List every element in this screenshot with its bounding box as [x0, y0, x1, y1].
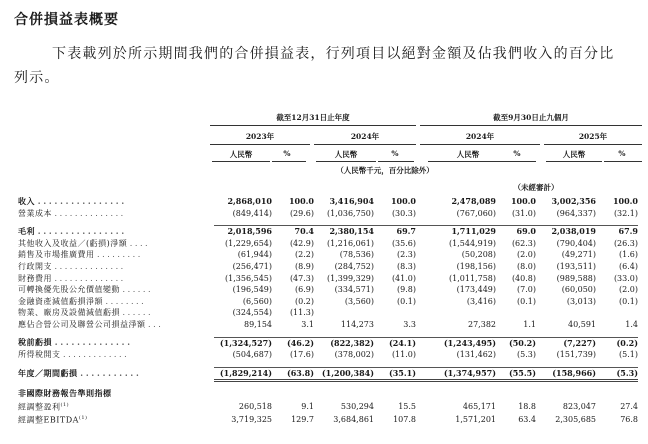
row-label [8, 238, 214, 250]
row-label-text: 收入 [18, 196, 35, 206]
amount-cell: (151,739) [556, 350, 596, 360]
row-label-text: 經調整盈利 [18, 402, 61, 412]
col-rmb-3: 人民幣 [456, 150, 480, 159]
percent-cell: (1.6) [619, 250, 638, 260]
rule-rmb-1 [212, 161, 270, 162]
footnote-marker: (1) [60, 401, 70, 408]
percent-cell: (6.4) [619, 261, 638, 271]
percent-cell: (31.0) [511, 208, 536, 218]
amount-cell: (7,227) [536, 337, 596, 349]
percent-cell: 15.5 [398, 401, 416, 411]
rule-2024n [420, 144, 540, 145]
percent-cell: (29.6) [289, 208, 314, 218]
amount-cell: 3,002,356 [551, 196, 596, 206]
row-label-text: 行政開支 [18, 261, 52, 271]
rule-pct-2 [378, 161, 414, 162]
percent-cell: (7.0) [517, 285, 536, 295]
percent-cell: (32.1) [613, 208, 638, 218]
table-row [8, 337, 638, 349]
leader-dots: . . . [145, 319, 161, 329]
amount-cell: (1,399,329) [327, 273, 374, 283]
percent-cell: (41.0) [391, 273, 416, 283]
amount-cell: (324,554) [232, 308, 272, 318]
amount-cell: (6,560) [242, 296, 272, 306]
amount-cell: (1,036,750) [327, 208, 374, 218]
percent-cell: 9.1 [301, 401, 314, 411]
amount-cell: (3,560) [344, 296, 374, 306]
percent-cell: (5.3) [596, 367, 638, 381]
table-row [8, 296, 638, 308]
row-label-text: 應佔合營公司及聯營公司損益淨額 [18, 319, 146, 329]
row-label-text: 財務費用 [18, 273, 52, 283]
rule-2024a [314, 144, 416, 145]
rule-annual [210, 125, 416, 126]
amount-cell: 823,047 [562, 401, 596, 411]
row-label [8, 337, 214, 349]
percent-cell: 129.7 [291, 414, 314, 424]
percent-cell: (50.2) [496, 337, 536, 349]
amount-cell: 1,711,029 [416, 226, 496, 238]
rule-rmb-3 [428, 161, 508, 162]
amount-cell: (767,060) [456, 208, 496, 218]
leader-dots: . . . . . . [120, 285, 151, 295]
non-ifrs-title-row [8, 388, 638, 400]
amount-cell: (256,471) [232, 261, 272, 271]
rule-pct-3 [500, 161, 536, 162]
intro-paragraph [14, 42, 636, 90]
table-row [8, 196, 638, 208]
unaudited-note: （未經審計） [513, 183, 559, 192]
rule-pct-4 [604, 161, 642, 162]
table-row [8, 367, 638, 381]
rule-rmb-2 [316, 161, 376, 162]
table-row [8, 319, 638, 331]
amount-cell: (1,374,957) [416, 367, 496, 381]
table-row [8, 413, 638, 426]
amount-cell: 2,305,685 [555, 414, 596, 424]
non-ifrs-title: 非國際財務報告準則指標 [18, 388, 112, 399]
table-row [8, 273, 638, 285]
amount-cell: 27,382 [468, 319, 496, 329]
amount-cell: 260,518 [238, 401, 272, 411]
leader-dots: . . . . . . . . . . . . . . [52, 261, 124, 271]
amount-cell: (193,511) [556, 261, 596, 271]
amount-cell: (284,752) [334, 261, 374, 271]
intro-line-1: 下表載列於所示期間我們的合併損益表，行列項目以絕對金額及佔我們收入的百分比 [52, 46, 615, 62]
percent-cell: 1.1 [523, 319, 536, 329]
percent-cell: (5.1) [619, 350, 638, 360]
percent-cell: (8.3) [397, 261, 416, 271]
spacer-row [8, 381, 638, 389]
row-label [8, 307, 214, 319]
amount-cell: (1,229,654) [225, 238, 272, 248]
rule-rmb-4 [546, 161, 602, 162]
table-row [8, 226, 638, 238]
percent-cell: (55.5) [496, 367, 536, 381]
percent-cell: (2.0) [619, 285, 638, 295]
amount-cell: (378,002) [334, 350, 374, 360]
amount-cell: (334,571) [334, 285, 374, 295]
amount-cell: (3,416) [466, 296, 496, 306]
amount-cell: 114,273 [340, 319, 374, 329]
amount-cell: (61,944) [237, 250, 272, 260]
leader-dots: . . . . . . . . . . . . . [60, 350, 127, 360]
percent-cell: (5.3) [517, 350, 536, 360]
percent-cell: (8.9) [295, 261, 314, 271]
amount-cell: (173,449) [456, 285, 496, 295]
intro-line-2: 列示。 [14, 70, 60, 86]
amount-cell: (822,382) [314, 337, 374, 349]
row-label [8, 249, 214, 261]
percent-cell: (11.0) [391, 350, 416, 360]
table-row [8, 208, 638, 220]
row-label [8, 349, 214, 361]
amount-cell: (1,216,061) [327, 238, 374, 248]
leader-dots: . . . . . . . . [103, 296, 144, 306]
percent-cell: 69.0 [496, 226, 536, 238]
col-rmb-2: 人民幣 [334, 150, 358, 159]
year-2024-nine: 2024年 [465, 132, 495, 141]
percent-cell: (0.1) [517, 296, 536, 306]
col-rmb-4: 人民幣 [562, 150, 586, 159]
amount-cell: 3,719,325 [231, 414, 272, 424]
income-statement-body [8, 196, 638, 426]
row-label-text: 物業、廠房及設備減值虧損 [18, 308, 120, 318]
amount-cell: 1,571,201 [455, 414, 496, 424]
rule-2023 [210, 144, 310, 145]
table-row [8, 349, 638, 361]
amount-cell: (1,829,214) [214, 367, 272, 381]
amount-cell: 40,591 [568, 319, 596, 329]
percent-cell: (0.1) [619, 296, 638, 306]
rule-2025n [544, 144, 642, 145]
row-label-text: 所得稅開支 [18, 350, 61, 360]
leader-dots: . . . . . . . . . . . . . . [52, 273, 124, 283]
percent-cell: (9.8) [397, 285, 416, 295]
percent-cell: (47.3) [289, 273, 314, 283]
row-label-text: 年度／期間虧損 [18, 368, 78, 379]
amount-cell: (196,549) [232, 285, 272, 295]
col-pct-3: % [513, 149, 521, 158]
percent-cell: (17.6) [289, 350, 314, 360]
amount-cell: (1,356,545) [225, 273, 272, 283]
amount-cell: (1,011,758) [449, 273, 496, 283]
year-2024-annual: 2024年 [350, 132, 380, 141]
percent-cell: 100.0 [612, 196, 638, 206]
row-label [8, 226, 214, 238]
footnote-marker: (1) [78, 415, 88, 422]
leader-dots: . . . . . . . . . . . . . . . . [35, 225, 125, 236]
amount-cell: (198,156) [456, 261, 496, 271]
percent-cell: 3.3 [403, 319, 416, 329]
percent-cell: (2.2) [295, 250, 314, 260]
percent-cell: (63.8) [272, 367, 314, 381]
rule-nine-months [420, 125, 642, 126]
row-label [8, 367, 214, 381]
percent-cell: 107.8 [393, 414, 416, 424]
percent-cell: (8.0) [517, 261, 536, 271]
row-label [8, 208, 214, 220]
amount-cell: (1,324,527) [214, 337, 272, 349]
year-2023: 2023年 [245, 132, 275, 141]
amount-cell: (158,966) [536, 367, 596, 381]
table-row [8, 261, 638, 273]
percent-cell: 69.7 [374, 226, 416, 238]
percent-cell: (33.0) [613, 273, 638, 283]
amount-cell: 89,154 [244, 319, 272, 329]
year-2025-nine: 2025年 [578, 132, 608, 141]
percent-cell: 63.4 [518, 414, 536, 424]
amount-cell: 530,294 [340, 401, 374, 411]
percent-cell: (42.9) [289, 238, 314, 248]
col-pct-1: % [283, 149, 291, 158]
amount-cell: (50,208) [461, 250, 496, 260]
group-header-annual: 截至12月31日止年度 [276, 113, 350, 122]
leader-dots: . . . . [127, 238, 148, 248]
amount-cell: (60,050) [561, 285, 596, 295]
percent-cell: (30.3) [391, 208, 416, 218]
row-label-text: 其他收入及收益／(虧損)淨額 [18, 238, 128, 248]
row-label-text: 經調整EBITDA [18, 415, 79, 425]
percent-cell: 100.0 [510, 196, 536, 206]
row-label-text: 可轉換優先股公允價值變動 [18, 285, 120, 295]
row-label-text: 毛利 [18, 225, 35, 236]
percent-cell: 67.9 [596, 226, 638, 238]
amount-cell: (1,200,384) [314, 367, 374, 381]
percent-cell: (35.6) [391, 238, 416, 248]
col-pct-2: % [391, 149, 399, 158]
amount-cell: (964,337) [556, 208, 596, 218]
percent-cell: (26.3) [613, 238, 638, 248]
amount-cell: (131,462) [456, 350, 496, 360]
percent-cell: (46.2) [272, 337, 314, 349]
row-label-text: 銷售及市場推廣費用 [18, 250, 95, 260]
amount-cell: 2,018,596 [214, 226, 272, 238]
row-label [8, 284, 214, 296]
percent-cell: (62.3) [511, 238, 536, 248]
amount-cell [416, 307, 496, 319]
amount-cell: 2,868,010 [227, 196, 272, 206]
section-heading: 合併損益表概要 [14, 12, 119, 28]
row-label [8, 319, 214, 331]
percent-cell: (11.3) [289, 308, 314, 318]
row-label [8, 400, 214, 413]
percent-cell [374, 307, 416, 319]
amount-cell: (989,588) [556, 273, 596, 283]
amount-cell: 2,038,019 [536, 226, 596, 238]
leader-dots: . . . . . . . . . . . . . . [52, 208, 124, 218]
amount-cell: (1,243,495) [416, 337, 496, 349]
spacer-cell [8, 381, 638, 389]
col-pct-4: % [618, 149, 626, 158]
leader-dots: . . . . . . . . . . . [77, 368, 139, 379]
amount-cell: 3,684,861 [333, 414, 374, 424]
group-header-nine-months: 截至9月30日止九個月 [493, 113, 569, 122]
leader-dots: . . . . . . [120, 308, 151, 318]
unit-note: （人民幣千元，百分比除外） [336, 166, 434, 175]
col-rmb-1: 人民幣 [229, 150, 253, 159]
percent-cell: 3.1 [301, 319, 314, 329]
amount-cell: 465,171 [462, 401, 496, 411]
table-row [8, 307, 638, 319]
percent-cell [496, 307, 536, 319]
amount-cell: (49,271) [561, 250, 596, 260]
row-label [8, 261, 214, 273]
percent-cell: 18.8 [518, 401, 536, 411]
amount-cell: 2,478,089 [451, 196, 496, 206]
amount-cell: 3,416,904 [329, 196, 374, 206]
amount-cell: (849,414) [232, 208, 272, 218]
percent-cell [596, 307, 638, 319]
percent-cell: 100.0 [288, 196, 314, 206]
percent-cell: 100.0 [390, 196, 416, 206]
row-label [8, 196, 214, 208]
leader-dots: . . . . . . . . . . . . . . [52, 337, 130, 348]
row-label-text: 金融資產減值虧損淨額 [18, 296, 103, 306]
amount-cell: (78,536) [339, 250, 374, 260]
amount-cell: (3,013) [566, 296, 596, 306]
percent-cell: (0.1) [397, 296, 416, 306]
percent-cell: (6.9) [295, 285, 314, 295]
leader-dots: . . . . . . . . . [94, 250, 141, 260]
table-row [8, 400, 638, 413]
amount-cell: (790,404) [556, 238, 596, 248]
amount-cell [536, 307, 596, 319]
row-label-text: 稅前虧損 [18, 337, 52, 348]
percent-cell: (2.3) [397, 250, 416, 260]
income-statement-table [8, 196, 638, 426]
row-label-text: 營業成本 [18, 208, 52, 218]
amount-cell: (1,544,919) [449, 238, 496, 248]
percent-cell: 1.4 [625, 319, 638, 329]
row-label [8, 273, 214, 285]
percent-cell: 27.4 [620, 401, 638, 411]
table-row [8, 238, 638, 250]
amount-cell: (504,687) [232, 350, 272, 360]
amount-cell [314, 307, 374, 319]
row-label [8, 413, 214, 426]
percent-cell: (35.1) [374, 367, 416, 381]
rule-pct-1 [272, 161, 306, 162]
amount-cell: 2,380,154 [314, 226, 374, 238]
percent-cell: (0.2) [596, 337, 638, 349]
percent-cell: (0.2) [295, 296, 314, 306]
percent-cell: 76.8 [620, 414, 638, 424]
table-row [8, 249, 638, 261]
table-row [8, 284, 638, 296]
row-label [8, 296, 214, 308]
leader-dots: . . . . . . . . . . . . . . . . [35, 196, 125, 206]
percent-cell: (24.1) [374, 337, 416, 349]
percent-cell: 70.4 [272, 226, 314, 238]
percent-cell: (40.8) [511, 273, 536, 283]
percent-cell: (2.0) [517, 250, 536, 260]
